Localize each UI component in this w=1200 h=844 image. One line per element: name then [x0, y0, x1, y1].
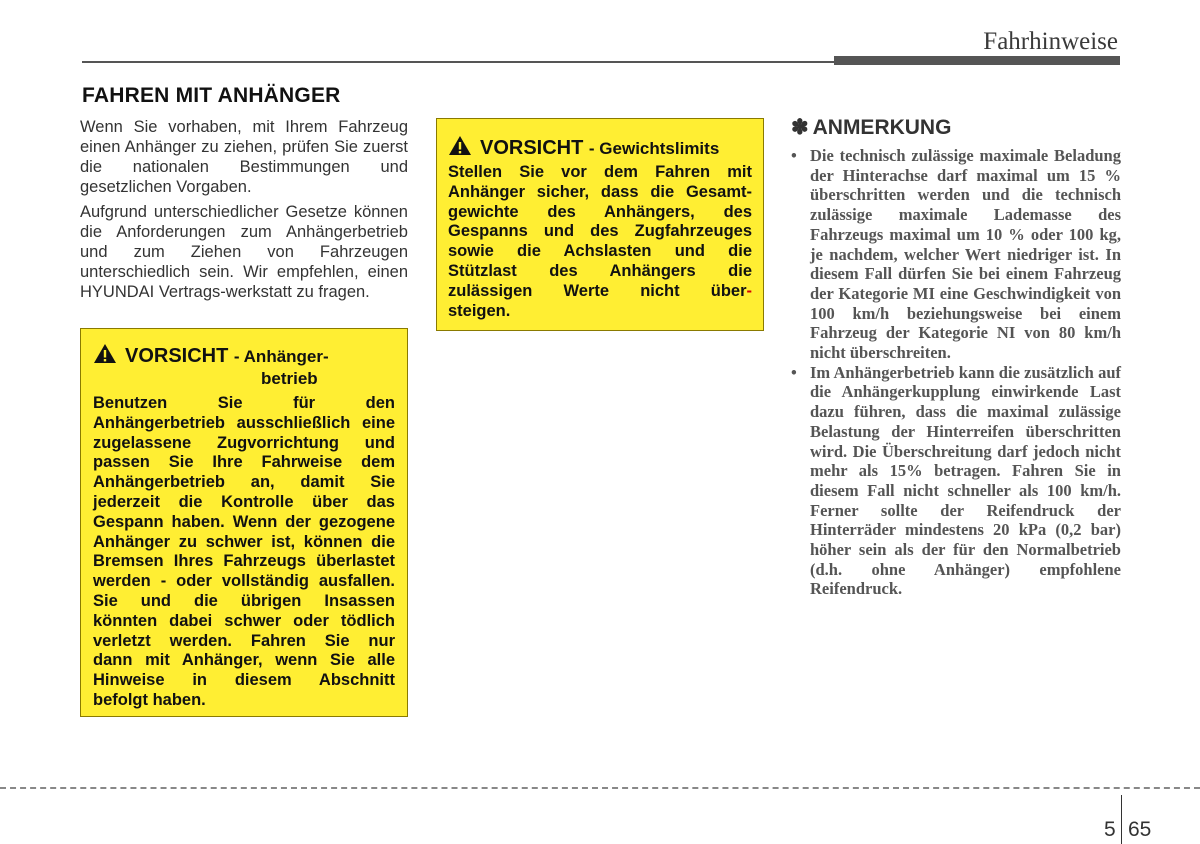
note-item: [791, 363, 1121, 599]
header-rule-bold: [834, 56, 1120, 65]
warning-label: VORSICHT: [125, 345, 229, 367]
note-title: ANMERKUNG: [812, 116, 952, 139]
bullet-icon: •: [791, 362, 797, 382]
page-number-separator: [1121, 795, 1122, 844]
footer-divider: [0, 787, 1200, 789]
warning-subject: - Gewichtslimits: [588, 139, 720, 158]
hyphen-mark: -: [746, 281, 752, 300]
warning-box-weight-limits: [436, 118, 764, 331]
warning-line: werden - oder vollständig ausfallen.: [93, 572, 395, 591]
warning-line: Stützlast des Anhängers die: [448, 261, 752, 280]
warning-line: Gespann haben. Wenn der gezogene: [93, 512, 395, 531]
note-list: [791, 146, 1121, 599]
warning-line: Bremsen Ihres Fahrzeugs überlastet: [93, 552, 395, 571]
bullet-icon: •: [791, 146, 797, 165]
warning-subject-continued: betrieb: [261, 369, 318, 388]
warning-line: steigen.: [448, 301, 511, 320]
warning-line: befolgt haben.: [93, 690, 206, 709]
warning-subject: - Anhänger-: [233, 347, 329, 366]
warning-line: zugelassene Zugvorrichtung und: [93, 433, 395, 452]
warning-line: Hinweise in diesem Abschnitt: [93, 671, 395, 690]
warning-line: verletzt werden. Fahren Sie nur: [93, 631, 395, 650]
warning-line: Anhänger zu schwer ist, können die: [93, 532, 395, 551]
warning-triangle-icon: [448, 135, 472, 156]
intro-paragraph: Aufgrund unterschiedlicher Gesetze können die Anforderungen zum Anhängerbetrieb und zum Ziehen von Fahrzeugen unterschiedlich sein. Wir empfehlen, einen HYUNDAI Vertrags-werkstatt zu fragen.: [80, 203, 408, 301]
warning-line: dann mit Anhänger, wenn Sie alle: [93, 651, 395, 670]
note-heading: [791, 115, 1121, 140]
note-item: [791, 146, 1121, 363]
warning-line: Anhänger sicher, dass die Gesamt-: [448, 182, 752, 201]
note-item-text: Im Anhängerbetrieb kann die zusätzlich auf die Anhängerkupplung einwirkende Last dazu führen, dass die maximal zulässige Belastung der Hinterreifen überschritten wird. Die Überschreitung darf jedoch nicht mehr als 15% betragen. Fahren Sie in diesem Fall nicht schneller als 100 km/h. Ferner sollte der Reifendruck der Hinterräder mindestens 20 kPa (0,2 bar) höher sein als der für den Normalbetrieb (d.h. ohne Anhänger) empfohlene Reifendruck.: [810, 362, 1121, 599]
header-section-title: Fahrhinweise: [983, 28, 1118, 55]
warning-line: Stellen Sie vor dem Fahren mit: [448, 163, 752, 181]
warning-triangle-icon: [93, 343, 117, 364]
page-number: 65: [1128, 818, 1152, 841]
warning-line: zulässigen Werte nicht über-: [448, 281, 752, 300]
warning-label: VORSICHT: [480, 137, 584, 159]
warning-line: Sie und die übrigen Insassen: [93, 591, 395, 610]
warning-box-towing: [80, 328, 408, 717]
chapter-number: 5: [1104, 818, 1116, 841]
warning-heading: [93, 343, 395, 390]
warning-line: jederzeit die Kontrolle über das: [93, 492, 395, 511]
warning-line: Anhängerbetrieb ausschließlich eine: [93, 413, 395, 432]
warning-line: sowie die Achslasten und die: [448, 242, 752, 261]
warning-line: Benutzen Sie für den: [93, 394, 395, 412]
warning-line: Anhängerbetrieb an, damit Sie: [93, 473, 395, 492]
note-section: [791, 115, 1121, 599]
section-heading: FAHREN MIT ANHÄNGER: [82, 84, 341, 107]
warning-line: Gespanns und des Zugfahrzeuges: [448, 222, 752, 241]
warning-line: passen Sie Ihre Fahrweise dem: [93, 453, 395, 472]
warning-line: gewichte des Anhängers, des: [448, 202, 752, 221]
note-star-icon: ✽: [791, 116, 809, 139]
intro-paragraph: Wenn Sie vorhaben, mit Ihrem Fahrzeug einen Anhänger zu ziehen, prüfen Sie zuerst die nationalen Bestimmungen und gesetzlichen Vorgaben.: [80, 118, 408, 196]
warning-line: könnten dabei schwer oder tödlich: [93, 611, 395, 630]
intro-text: [80, 117, 408, 307]
header-rule: [82, 61, 834, 63]
warning-heading: [448, 135, 752, 160]
note-item-text: Die technisch zulässige maximale Beladung der Hinterachse darf maximal um 15 % überschritten werden und die technisch zulässige maximale Lademasse des Fahrzeugs maximal um 10 % oder 100 kg, je nachdem, welcher Wert niedriger ist. In diesem Fall dürfen Sie bei einem Fahrzeug der Kategorie MI eine Geschwindigkeit von 100 km/h beziehungsweise bei einem Fahrzeug der Kategorie NI von 80 km/h nicht überschreiten.: [810, 146, 1121, 363]
